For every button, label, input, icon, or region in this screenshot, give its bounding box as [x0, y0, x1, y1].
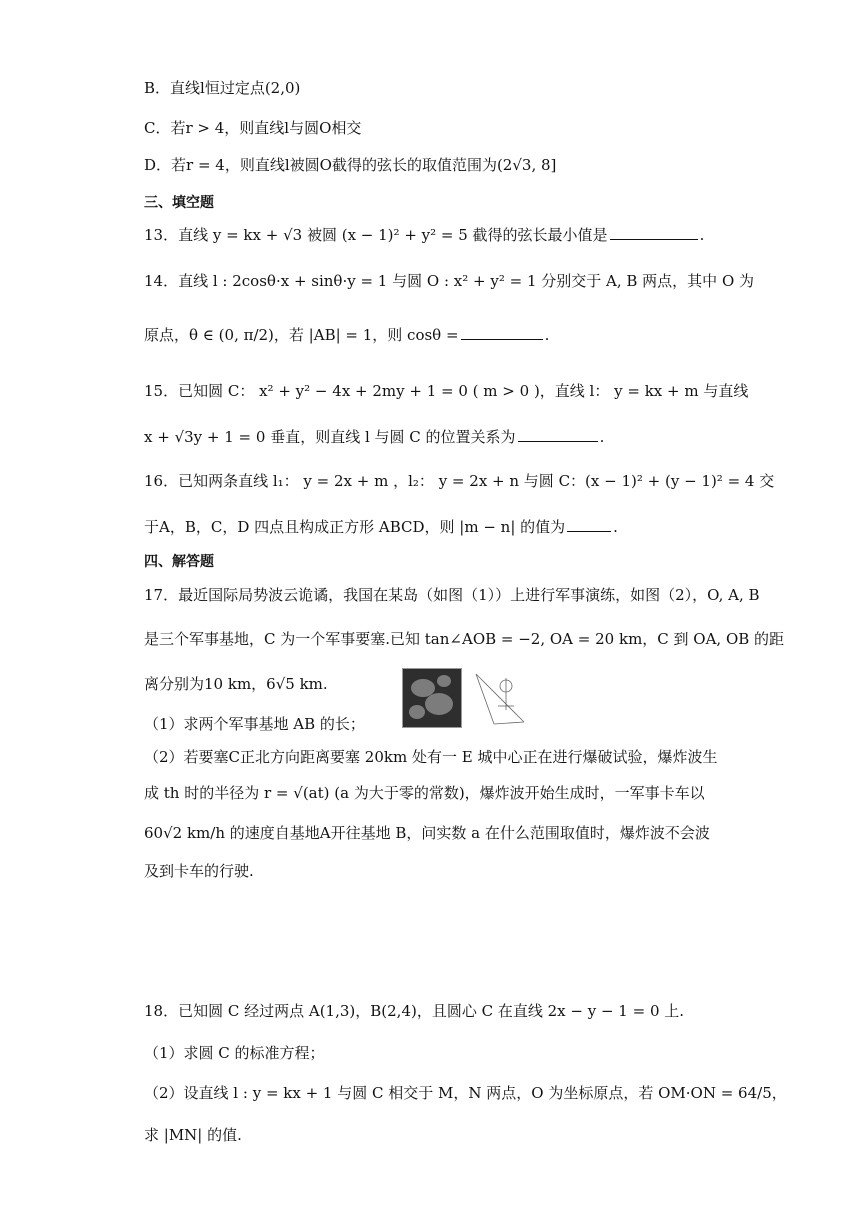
- question-18-line1: 18．已知圆 C 经过两点 A(1,3)，B(2,4)，且圆心 C 在直线 2x − y − 1 = 0 上.: [144, 1002, 685, 1020]
- period: .: [544, 326, 550, 344]
- option-d: D．若r = 4，则直线l被圆O截得的弦长的取值范围为(2√3, 8]: [144, 156, 557, 174]
- base-diagram-figure: [468, 660, 528, 732]
- question-14-text: 原点，θ ∈ (0, π/2)，若 |AB| = 1，则 cosθ =: [144, 326, 459, 344]
- question-18-part2-end: 求 |MN| 的值.: [144, 1126, 242, 1144]
- question-13-text: 13．直线 y = kx + √3 被圆 (x − 1)² + y² = 5 截得的弦长最小值是: [144, 226, 608, 244]
- island-photo-figure: [402, 668, 462, 728]
- question-16-text: 于A，B，C，D 四点且构成正方形 ABCD，则 |m − n| 的值为: [144, 518, 566, 536]
- answer-blank[interactable]: [461, 325, 543, 340]
- question-17-part1: （1）求两个军事基地 AB 的长；: [144, 715, 365, 733]
- answer-blank[interactable]: [610, 225, 698, 240]
- question-14-line2: [144, 324, 549, 346]
- question-16-line1: 16．已知两条直线 l₁： y = 2x + m ，l₂： y = 2x + n 与圆 C：(x − 1)² + (y − 1)² = 4 交: [144, 472, 775, 490]
- question-13: [144, 224, 704, 246]
- answer-blank[interactable]: [567, 517, 611, 532]
- question-18-part2: （2）设直线 l : y = kx + 1 与圆 C 相交于 M，N 两点，O 为坐标原点，若 OM·ON = 64/5，: [144, 1084, 787, 1102]
- question-14-line1: 14．直线 l : 2cosθ·x + sinθ·y = 1 与圆 O : x² + y² = 1 分别交于 A, B 两点，其中 O 为: [144, 272, 755, 290]
- answer-blank[interactable]: [518, 427, 598, 442]
- question-16-line2: [144, 516, 618, 538]
- option-c: C．若r > 4，则直线l与圆O相交: [144, 119, 362, 137]
- section-answer: 四、解答题: [144, 554, 214, 570]
- question-17-line1: 17．最近国际局势波云诡谲，我国在某岛（如图（1））上进行军事演练，如图（2），O, A, B: [144, 586, 760, 604]
- question-17-line3: 离分别为10 km，6√5 km.: [144, 675, 328, 693]
- question-17-part2-line2: 成 th 时的半径为 r = √(at) (a 为大于零的常数)，爆炸波开始生成时，一军事卡车以: [144, 784, 705, 802]
- question-17-line2: 是三个军事基地，C 为一个军事要塞.已知 tan∠AOB = −2, OA = 20 km，C 到 OA, OB 的距: [144, 630, 785, 648]
- question-17-part2-line3: 60√2 km/h 的速度自基地A开往基地 B，问实数 a 在什么范围取值时，爆炸波不会波: [144, 824, 710, 842]
- section-fill-in: 三、填空题: [144, 195, 214, 211]
- option-b: B．直线l恒过定点(2,0): [144, 79, 301, 97]
- period: .: [599, 428, 605, 446]
- question-15-line1: 15．已知圆 C： x² + y² − 4x + 2my + 1 = 0 ( m > 0 )，直线 l： y = kx + m 与直线: [144, 382, 749, 400]
- segment-oa: [476, 674, 494, 724]
- segment-ob: [494, 722, 524, 724]
- question-15-line2: [144, 426, 604, 448]
- period: .: [613, 518, 618, 536]
- period: .: [699, 226, 705, 244]
- segment-ab: [476, 674, 524, 722]
- question-15-text: x + √3y + 1 = 0 垂直，则直线 l 与圆 C 的位置关系为: [144, 428, 516, 446]
- question-17-part2-line1: （2）若要塞C正北方向距离要塞 20km 处有一 E 城中心正在进行爆破试验，爆炸波生: [144, 748, 718, 766]
- question-18-part1: （1）求圆 C 的标准方程；: [144, 1044, 325, 1062]
- question-17-part2-line4: 及到卡车的行驶.: [144, 862, 254, 880]
